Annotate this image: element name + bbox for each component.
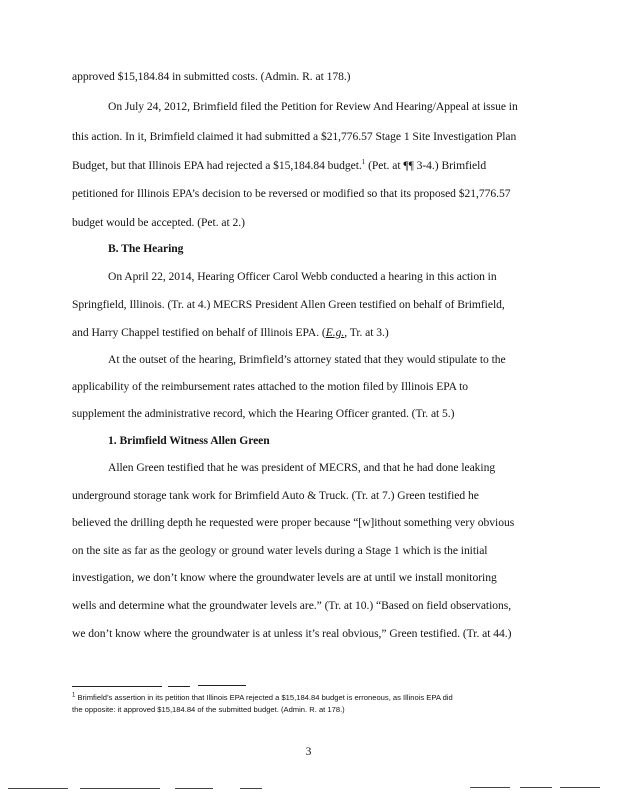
- scan-artifact: [520, 787, 552, 788]
- footnote-rule: [168, 686, 190, 687]
- text-run: , Tr. at 3.): [344, 326, 389, 339]
- section-heading-1: 1. Brimfield Witness Allen Green: [108, 434, 270, 447]
- section-heading-b: B. The Hearing: [108, 242, 184, 255]
- paragraph-line: this action. In it, Brimfield claimed it had submitted a $21,776.57 Stage 1 Site Investigation Plan: [72, 130, 517, 143]
- paragraph-line: budget would be accepted. (Pet. at 2.): [72, 216, 245, 229]
- paragraph-line: [72, 159, 552, 173]
- paragraph-line: Allen Green testified that he was president of MECRS, and that he had done leaking: [108, 461, 496, 474]
- footnote-reference: 1: [361, 158, 366, 167]
- paragraph-line: [72, 326, 552, 340]
- paragraph-line: At the outset of the hearing, Brimfield’s attorney stated that they would stipulate to the: [108, 353, 506, 366]
- paragraph-line: underground storage tank work for Brimfield Auto & Truck. (Tr. at 7.) Green testified he: [72, 489, 479, 502]
- paragraph-line: petitioned for Illinois EPA’s decision to be reversed or modified so that its proposed $21,776.57: [72, 187, 511, 200]
- text-run: Brimfield’s assertion in its petition that Illinois EPA rejected a $15,184.84 budget is erroneous, as Illinois EPA did: [75, 693, 453, 702]
- footnote-mark: 1: [72, 692, 76, 699]
- scan-artifact: [560, 787, 600, 788]
- text-run: and Harry Chappel testified on behalf of Illinois EPA. (: [72, 326, 326, 339]
- text-run: Budget, but that Illinois EPA had rejected a $15,184.84 budget.: [72, 159, 362, 172]
- paragraph-line: supplement the administrative record, which the Hearing Officer granted. (Tr. at 5.): [72, 407, 455, 420]
- scan-artifact: [470, 787, 510, 788]
- paragraph-line: approved $15,184.84 in submitted costs. (Admin. R. at 178.): [72, 70, 351, 83]
- paragraph-line: investigation, we don’t know where the groundwater levels are at until we install monitoring: [72, 571, 497, 584]
- footnote-line: the opposite: it approved $15,184.84 of the submitted budget. (Admin. R. at 178.): [72, 705, 345, 714]
- paragraph-line: we don’t know where the groundwater is at unless it’s real obvious,” Green testified. (Tr. at 44.): [72, 627, 512, 640]
- scan-artifact: [80, 788, 160, 789]
- paragraph-line: wells and determine what the groundwater levels are.” (Tr. at 10.) “Based on field observations,: [72, 599, 512, 612]
- scan-artifact: [175, 788, 213, 789]
- paragraph-line: Springfield, Illinois. (Tr. at 4.) MECRS President Allen Green testified on behalf of Brimfield,: [72, 298, 505, 311]
- paragraph-line: applicability of the reimbursement rates attached to the motion filed by Illinois EPA to: [72, 380, 469, 393]
- footnote-rule: [198, 685, 246, 686]
- footnote-rule: [72, 686, 162, 687]
- paragraph-line: On July 24, 2012, Brimfield filed the Petition for Review And Hearing/Appeal at issue in: [108, 100, 518, 113]
- scan-artifact: [240, 788, 262, 789]
- scan-artifact: [8, 788, 68, 789]
- text-run: (Pet. at ¶¶ 3-4.) Brimfield: [365, 159, 487, 172]
- paragraph-line: on the site as far as the geology or ground water levels during a Stage 1 which is the initial: [72, 544, 488, 557]
- paragraph-line: believed the drilling depth he requested were proper because “[w]ithout something very obvious: [72, 516, 515, 529]
- text-run-italic: E.g.: [325, 326, 345, 339]
- footnote-line: [72, 693, 562, 703]
- page-number: 3: [305, 745, 312, 758]
- paragraph-line: On April 22, 2014, Hearing Officer Carol Webb conducted a hearing in this action in: [108, 270, 497, 283]
